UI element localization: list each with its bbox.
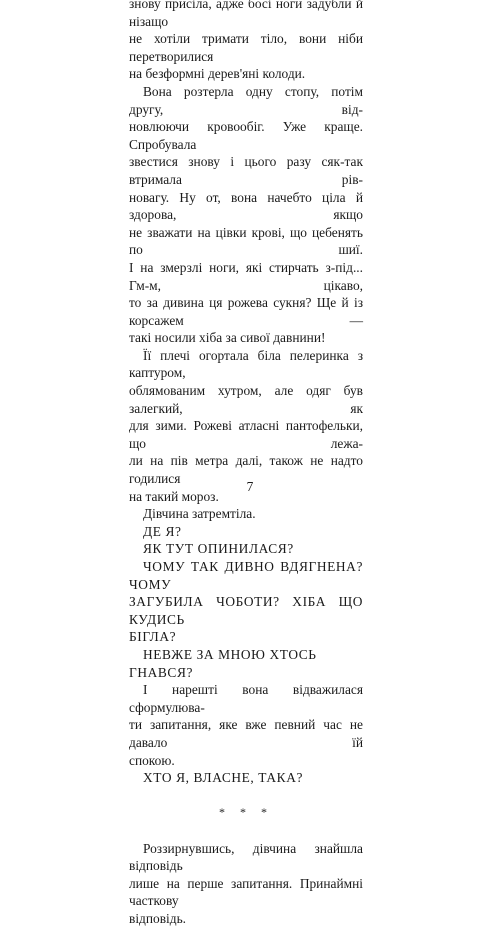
question-2: ЯК ТУТ ОПИНИЛАСЯ? bbox=[129, 540, 363, 558]
question-1: ДЕ Я? bbox=[129, 523, 363, 541]
text-line: облямованим хутром, але одяг був залегкий, як bbox=[129, 382, 363, 417]
text-line: ЧОМУ ТАК ДИВНО ВДЯГНЕНА? ЧОМУ bbox=[129, 558, 363, 593]
body-text bbox=[129, 0, 363, 927]
text-line: ЗАГУБИЛА ЧОБОТИ? ХІБА ЩО КУДИСЬ bbox=[129, 593, 363, 628]
question-5: ХТО Я, ВЛАСНЕ, ТАКА? bbox=[129, 769, 363, 787]
page-number: 7 bbox=[0, 479, 500, 495]
text-line: І нарешті вона відважилася сформулюва- bbox=[129, 681, 363, 716]
text-line: на безформні дерев'яні колоди. bbox=[129, 65, 363, 83]
question-4: НЕВЖЕ ЗА МНОЮ ХТОСЬ ГНАВСЯ? bbox=[129, 646, 363, 681]
paragraph-2 bbox=[129, 83, 363, 347]
text-line: ти запитання, яке вже певний час не давало їй bbox=[129, 716, 363, 751]
paragraph-4 bbox=[129, 505, 363, 523]
text-line: ли на пів метра далі, також не надто годилися bbox=[129, 452, 363, 487]
text-line: БІГЛА? bbox=[129, 628, 363, 646]
text-line: для зими. Рожеві атласні пантофельки, що лежа- bbox=[129, 417, 363, 452]
section-separator: * * * bbox=[129, 804, 363, 822]
paragraph-1 bbox=[129, 0, 363, 83]
text-line: Дівчина затремтіла. bbox=[129, 505, 363, 523]
text-line: на такий мороз. bbox=[129, 488, 363, 506]
text-line: Вона розтерла одну стопу, потім другу, від- bbox=[129, 83, 363, 118]
text-line: новагу. Ну от, вона начебто ціла й здорова, якщо bbox=[129, 189, 363, 224]
text-line: Її плечі огортала біла пелеринка з каптуром, bbox=[129, 347, 363, 382]
text-line: то за дивина ця рожева сукня? Ще й із корсажем — bbox=[129, 294, 363, 329]
question-3 bbox=[129, 558, 363, 646]
text-line: такі носили хіба за сивої давнини! bbox=[129, 329, 363, 347]
text-line: Роззирнувшись, дівчина знайшла відповідь bbox=[129, 840, 363, 875]
text-line: відповідь. bbox=[129, 910, 363, 927]
text-line: знову присіла, адже босі ноги задубли й нізащо bbox=[129, 0, 363, 30]
text-line: новлюючи кровообіг. Уже краще. Спробувала bbox=[129, 118, 363, 153]
text-line: не зважати на цівки крові, що цебенять по шиї. bbox=[129, 224, 363, 259]
text-line: І на змерзлі ноги, які стирчать з-під... Гм-м, цікаво, bbox=[129, 259, 363, 294]
paragraph-5 bbox=[129, 681, 363, 769]
text-line: не хотіли тримати тіло, вони ніби перетворилися bbox=[129, 30, 363, 65]
text-line: лише на перше запитання. Принаймні часткову bbox=[129, 875, 363, 910]
text-line: звестися знову і цього разу сяк-так втримала рів- bbox=[129, 153, 363, 188]
paragraph-6 bbox=[129, 840, 363, 927]
text-line: спокою. bbox=[129, 752, 363, 770]
